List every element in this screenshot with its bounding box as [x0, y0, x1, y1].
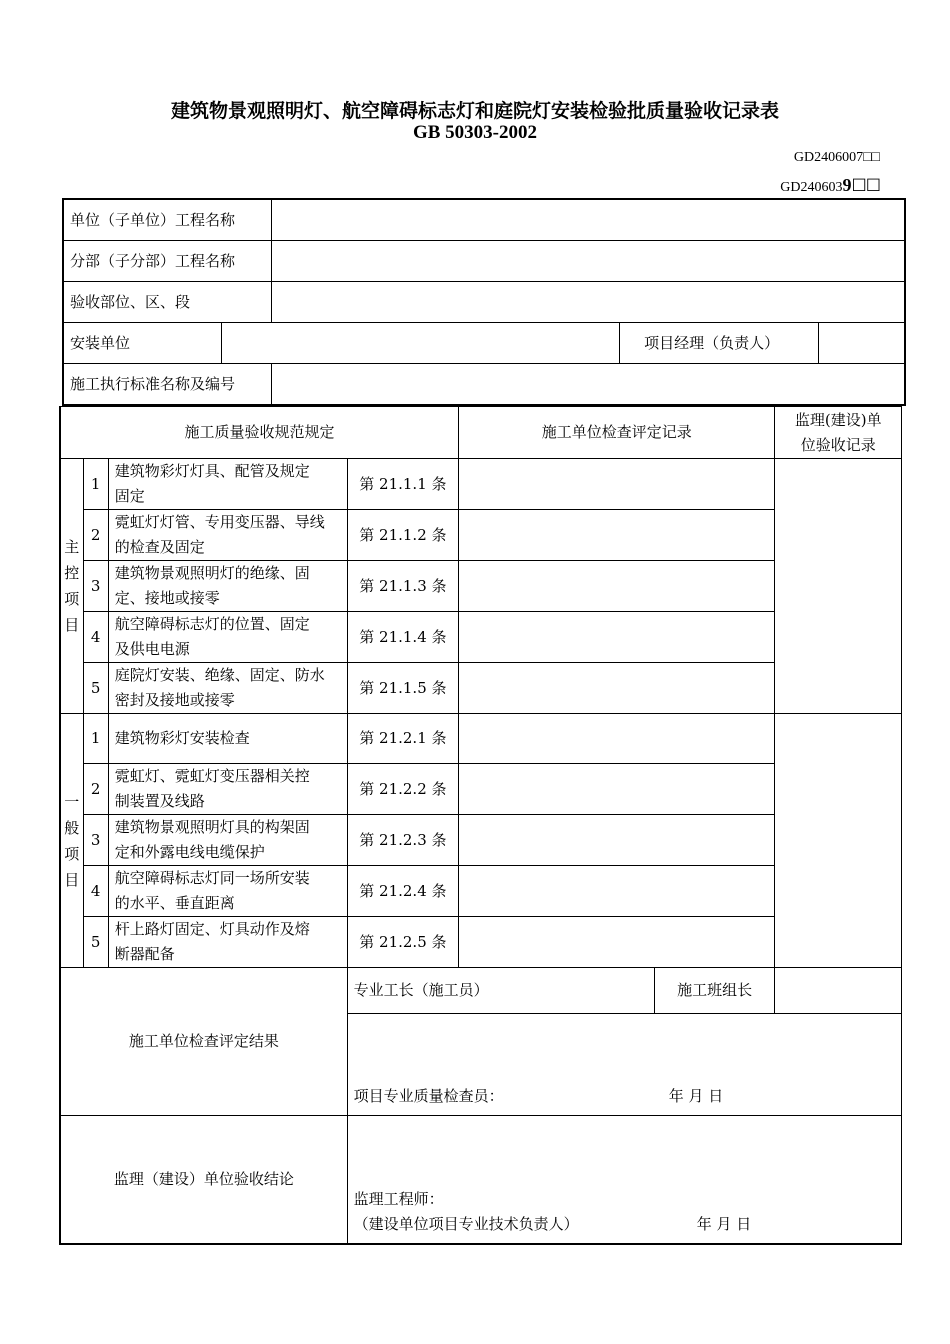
form-code-2-bold: 9 [842, 175, 852, 195]
general-item-record[interactable] [459, 866, 775, 917]
main-item-no: 4 [83, 612, 108, 663]
sub-name-label: 分部（子分部）工程名称 [63, 241, 272, 282]
main-item-no: 5 [83, 663, 108, 714]
main-item-no: 3 [83, 561, 108, 612]
supervision-header-line2: 位验收记录 [800, 435, 876, 454]
section-label: 验收部位、区、段 [63, 282, 272, 323]
general-item-no: 2 [83, 764, 108, 815]
general-item-text: 霓虹灯、霓虹灯变压器相关控 制装置及线路 [108, 764, 347, 815]
general-item-clause: 第 21.2.2 条 [347, 764, 458, 815]
project-manager-field[interactable] [818, 323, 905, 364]
form-code-2-prefix: GD240603 [780, 180, 843, 195]
general-item-text: 建筑物彩灯安装检查 [108, 714, 347, 764]
general-item-record[interactable] [459, 917, 775, 968]
main-item-record[interactable] [459, 510, 775, 561]
main-item-clause: 第 21.1.5 条 [347, 663, 458, 714]
spec-header: 施工质量验收规范规定 [60, 407, 459, 459]
general-item-no: 3 [83, 815, 108, 866]
main-supervision-cell[interactable] [775, 459, 902, 714]
main-item-text: 建筑物景观照明灯的绝缘、固 定、接地或接零 [108, 561, 347, 612]
main-item-record[interactable] [459, 561, 775, 612]
main-item-no: 2 [83, 510, 108, 561]
main-item-record[interactable] [459, 663, 775, 714]
general-item-record[interactable] [459, 815, 775, 866]
form-code-1: GD2406007□□ [793, 150, 880, 165]
general-item-clause: 第 21.2.4 条 [347, 866, 458, 917]
main-item-clause: 第 21.1.2 条 [347, 510, 458, 561]
supervision-header-line1: 监理(建设)单 [794, 410, 882, 429]
general-item-clause: 第 21.2.3 条 [347, 815, 458, 866]
general-group-label: 一 般 项 目 [60, 714, 83, 968]
conclusion-sign-area[interactable] [347, 1116, 901, 1244]
main-item-text: 庭院灯安装、绝缘、固定、防水 密封及接地或接零 [108, 663, 347, 714]
conclusion-label: 监理（建设）单位验收结论 [60, 1116, 347, 1244]
general-item-no: 5 [83, 917, 108, 968]
exec-standard-label: 施工执行标准名称及编号 [63, 364, 272, 406]
inspection-table [59, 406, 902, 1245]
result-label: 施工单位检查评定结果 [60, 968, 347, 1116]
main-item-clause: 第 21.1.3 条 [347, 561, 458, 612]
form-code-2-boxes: ☐☐ [851, 176, 880, 195]
conclusion-date: 年 月 日 [696, 1214, 752, 1233]
form-code-2 [780, 175, 880, 196]
main-item-clause: 第 21.1.1 条 [347, 459, 458, 510]
result-date: 年 月 日 [668, 1087, 724, 1105]
general-item-no: 4 [83, 866, 108, 917]
main-item-record[interactable] [459, 459, 775, 510]
main-item-record[interactable] [459, 612, 775, 663]
supervision-header [775, 407, 902, 459]
install-unit-label: 安装单位 [63, 323, 222, 364]
unit-name-label: 单位（子单位）工程名称 [63, 199, 272, 241]
general-item-record[interactable] [459, 714, 775, 764]
unit-name-field[interactable] [272, 199, 905, 241]
record-header: 施工单位检查评定记录 [459, 407, 775, 459]
general-item-record[interactable] [459, 764, 775, 815]
team-leader-field[interactable] [775, 968, 902, 1014]
exec-standard-field[interactable] [272, 364, 905, 406]
general-item-text: 杆上路灯固定、灯具动作及熔 断器配备 [108, 917, 347, 968]
form-title: 建筑物景观照明灯、航空障碍标志灯和庭院灯安装检验批质量验收记录表 [170, 100, 779, 122]
owner-rep-label: （建设单位项目专业技术负责人） [353, 1214, 579, 1233]
result-sign-area[interactable] [347, 1014, 901, 1116]
general-item-clause: 第 21.2.5 条 [347, 917, 458, 968]
engineer-label: 监理工程师： [353, 1189, 444, 1208]
inspector-label: 项目专业质量检查员： [353, 1087, 504, 1105]
team-leader-label: 施工班组长 [654, 968, 775, 1014]
section-field[interactable] [272, 282, 905, 323]
general-item-text: 建筑物景观照明灯具的构架固 定和外露电线电缆保护 [108, 815, 347, 866]
standard-number: GB 50303-2002 [412, 122, 538, 143]
main-item-text: 建筑物彩灯灯具、配管及规定 固定 [108, 459, 347, 510]
main-item-clause: 第 21.1.4 条 [347, 612, 458, 663]
sub-name-field[interactable] [272, 241, 905, 282]
general-item-text: 航空障碍标志灯同一场所安装 的水平、垂直距离 [108, 866, 347, 917]
main-item-text: 霓虹灯灯管、专用变压器、导线 的检查及固定 [108, 510, 347, 561]
general-supervision-cell[interactable] [775, 714, 902, 968]
foreman-label: 专业工长（施工员） [347, 968, 654, 1014]
header-table [62, 198, 906, 406]
main-item-no: 1 [83, 459, 108, 510]
main-group-label: 主 控 项 目 [60, 459, 83, 714]
project-manager-label: 项目经理（负责人） [620, 323, 819, 364]
general-item-no: 1 [83, 714, 108, 764]
install-unit-field[interactable] [222, 323, 620, 364]
main-item-text: 航空障碍标志灯的位置、固定 及供电电源 [108, 612, 347, 663]
general-item-clause: 第 21.2.1 条 [347, 714, 458, 764]
